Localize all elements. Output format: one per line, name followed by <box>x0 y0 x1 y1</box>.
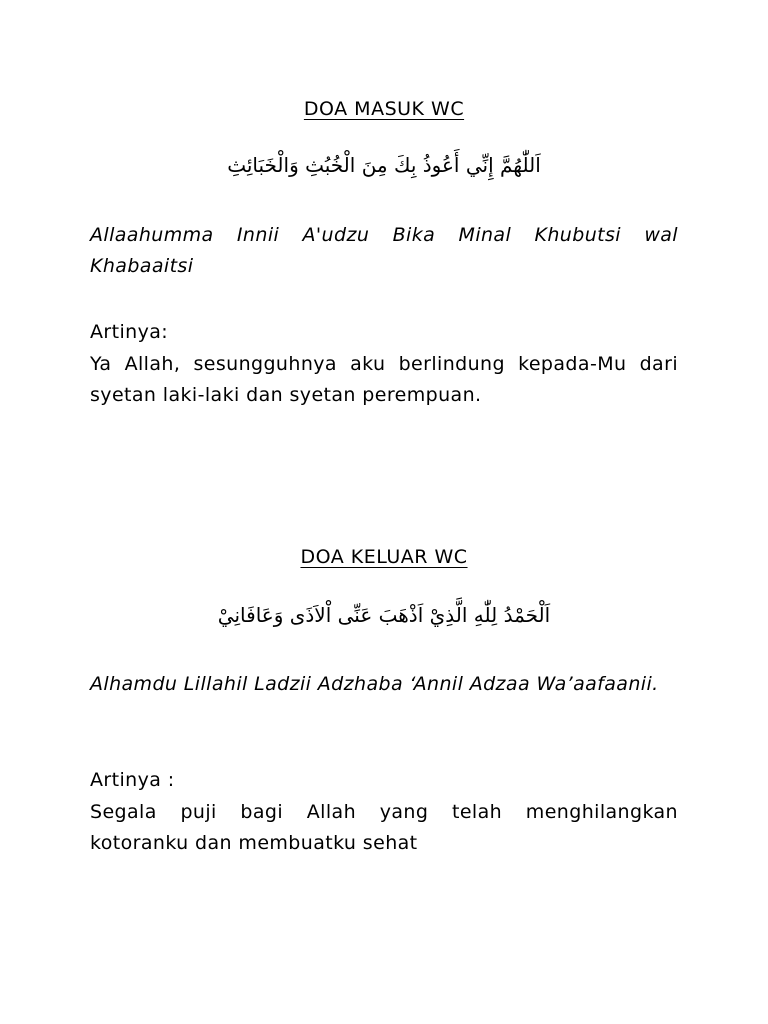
section-exit-arabic: اَلْحَمْدُ لِلّٰهِ الَّذِيْ اَذْهَبَ عَنِّى اْلاَذَى وَعَافَانِيْ <box>217 603 551 627</box>
section-exit-title: DOA KELUAR WC <box>300 546 468 568</box>
section-enter-meaning: Ya Allah, sesungguhnya aku berlindung kepada-Mu dari syetan laki-laki dan syetan perempuan. <box>90 353 678 406</box>
section-exit-meaning: Segala puji bagi Allah yang telah menghilangkan kotoranku dan membuatku sehat <box>90 801 678 854</box>
section-enter-title: DOA MASUK WC <box>303 98 465 120</box>
section-exit-transliteration: Alhamdu Lillahil Ladzii Adzhaba ‘Annil Adzaa Wa’aafaanii. <box>90 673 659 695</box>
section-enter-transliteration: Allaahumma Innii A'udzu Bika Minal Khubutsi wal Khabaaitsi <box>90 224 678 277</box>
section-enter-meaning-label: Artinya: <box>90 321 169 343</box>
section-enter-arabic: اَللّٰهُمَّ إِنِّي أَعُوذُ بِكَ مِنَ الْخُبُثِ وَالْخَبَائِثِ <box>227 153 541 177</box>
section-exit-meaning-label: Artinya : <box>90 769 175 791</box>
